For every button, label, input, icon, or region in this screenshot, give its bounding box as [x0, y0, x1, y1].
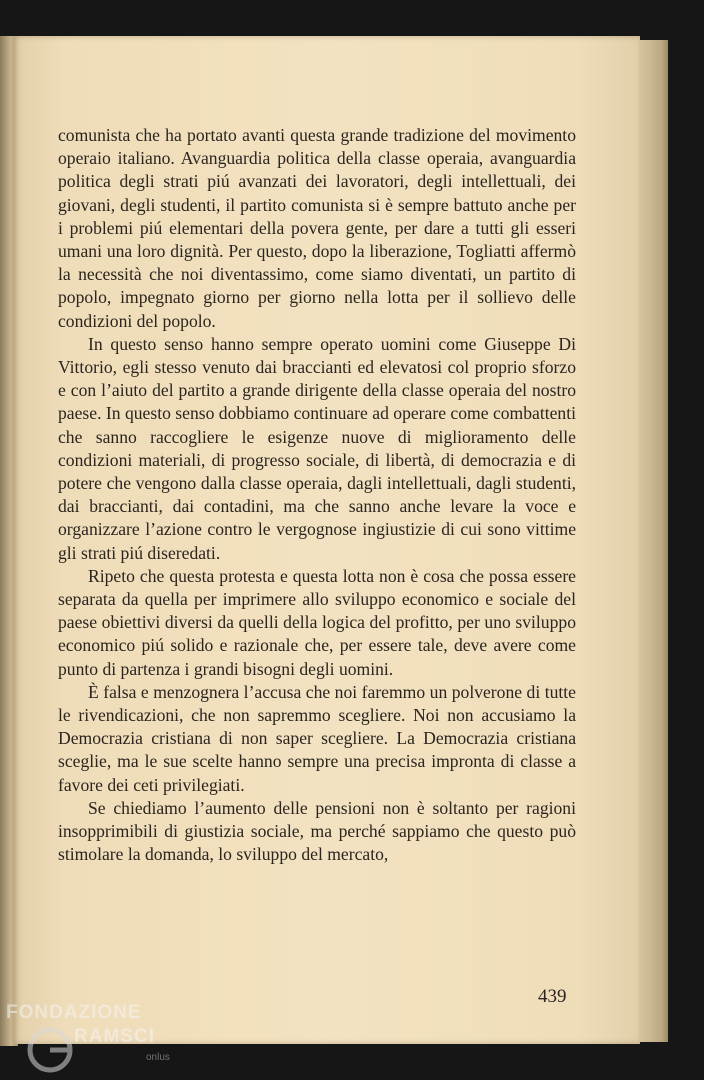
gramsci-g-logo-icon: [24, 1024, 80, 1076]
watermark-line1: FONDAZIONE: [6, 1002, 142, 1023]
page-text: [58, 124, 576, 867]
page-number: 439: [538, 986, 567, 1007]
page-stack-edge: [636, 40, 668, 1042]
paragraph: È falsa e menzognera l’accusa che noi faremmo un polverone di tutte le rivendicazioni, che non sapremmo scegliere. Noi non accusiamo la Democrazia cristiana di non saper scegliere. La Democrazia cristiana sceglie, ma le sue scelte hanno sempre una precisa impronta di classe a favore dei ceti privilegiati.: [58, 681, 576, 795]
paragraph: In questo senso hanno sempre operato uomini come Giuseppe Di Vittorio, egli stesso venuto dai braccianti ed elevatosi col proprio sforzo e con l’aiuto del partito a grande dirigente della classe operaia del nostro paese. In questo senso dobbiamo continuare ad operare come combattenti che sanno raccogliere le esigenze nuove di miglioramento delle condizioni materiali, di progresso sociale, di libertà, di democrazia e di potere che vengono dalla classe operaia, dagli intellettuali, dagli studenti, dai braccianti, dai contadini, ma che sanno anche levare la voce e organizzare l’azione contro le vergognose ingiustizie di cui sono vittime gli strati piú diseredati.: [58, 333, 576, 563]
paragraph: comunista che ha portato avanti questa grande tradizione del movimento operaio italiano. Avanguardia politica della classe operaia, avanguardia politica degli strati piú avanzati dei lavoratori, degli intellettuali, dei giovani, degli studenti, il partito comunista si è sempre battuto anche per i problemi piú elementari della povera gente, per dare a tutti gli esseri umani una loro dignità. Per questo, dopo la liberazione, Togliatti affermò la necessità che noi diventassimo, come siamo diventati, un partito di popolo, impegnato giorno per giorno nella lotta per il sollievo delle condizioni del popolo.: [58, 125, 576, 331]
watermark-line2: RAMSCI: [74, 1026, 155, 1047]
paragraph: Se chiediamo l’aumento delle pensioni non è soltanto per ragioni insopprimibili di giustizia sociale, ma perché sappiamo che questo può stimolare la domanda, lo sviluppo del mercato,: [58, 797, 576, 865]
paragraph: Ripeto che questa protesta e questa lotta non è cosa che possa essere separata da quella per imprimere allo sviluppo economico e sociale del paese obiettivi diversi da quelli della logica del profitto, per uno sviluppo economico piú solido e razionale che, per essere tale, deve avere come punto di partenza i grandi bisogni degli uomini.: [58, 565, 576, 679]
watermark-suffix: onlus: [146, 1052, 170, 1063]
fondazione-gramsci-watermark: [4, 1000, 194, 1080]
